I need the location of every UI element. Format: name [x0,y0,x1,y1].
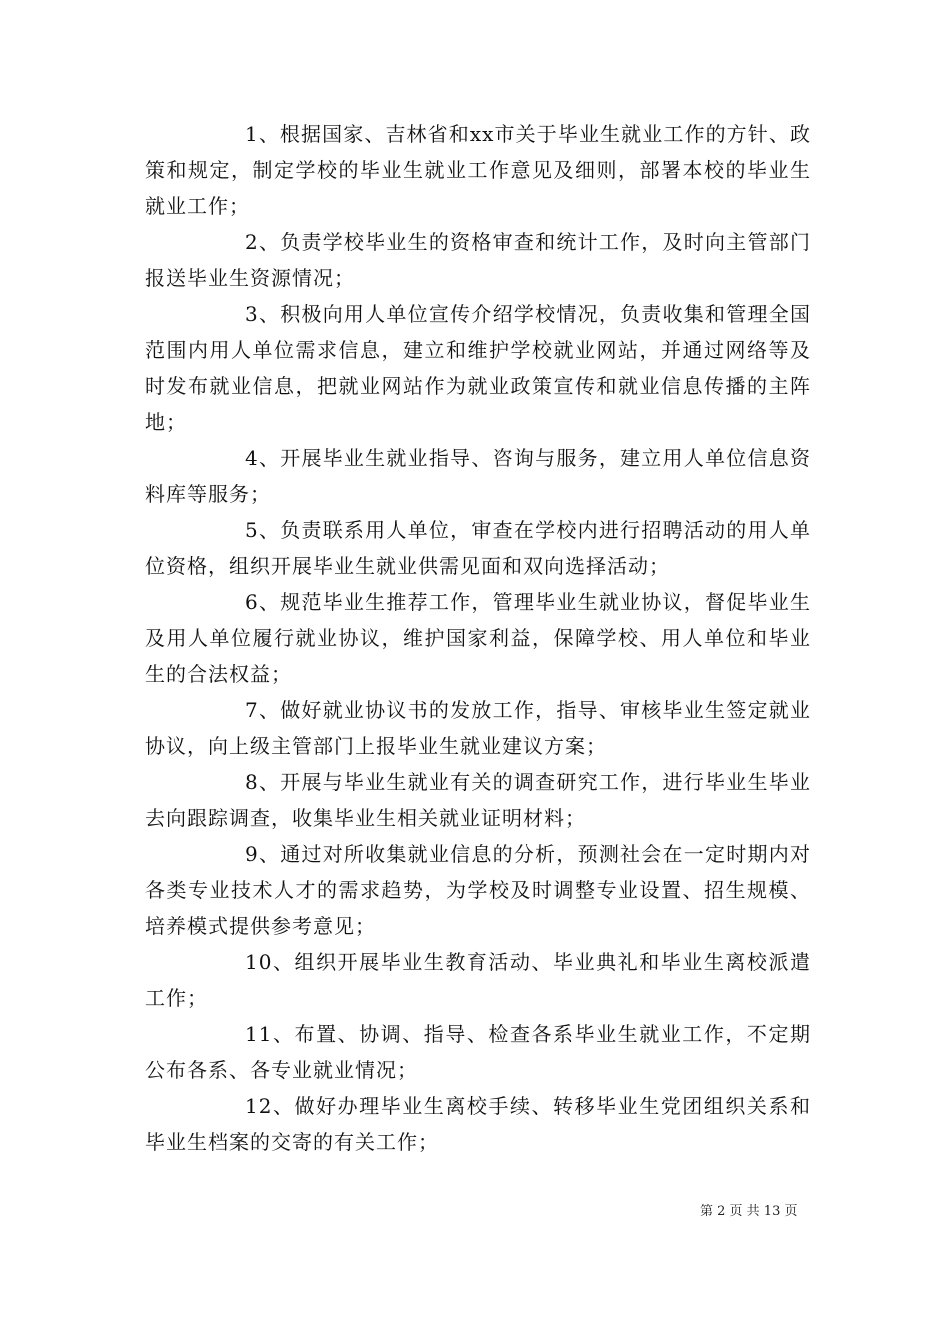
document-body [145,116,811,1160]
paragraph-5: 5、负责联系用人单位，审查在学校内进行招聘活动的用人单位资格，组织开展毕业生就业供需见面和双向选择活动； [145,518,811,578]
paragraph-8: 8、开展与毕业生就业有关的调查研究工作，进行毕业生毕业去向跟踪调查，收集毕业生相关就业证明材料； [145,770,811,830]
paragraph-2: 2、负责学校毕业生的资格审查和统计工作，及时向主管部门报送毕业生资源情况； [145,230,811,290]
paragraph-9: 9、通过对所收集就业信息的分析，预测社会在一定时期内对各类专业技术人才的需求趋势，为学校及时调整专业设置、招生规模、培养模式提供参考意见； [145,842,811,938]
paragraph-12: 12、做好办理毕业生离校手续、转移毕业生党团组织关系和毕业生档案的交寄的有关工作； [145,1094,811,1154]
page-number-footer: 第 2 页 共 13 页 [700,1204,798,1219]
paragraph-3: 3、积极向用人单位宣传介绍学校情况，负责收集和管理全国范围内用人单位需求信息，建立和维护学校就业网站，并通过网络等及时发布就业信息，把就业网站作为就业政策宣传和就业信息传播的主阵地； [145,302,811,434]
paragraph-1: 1、根据国家、吉林省和xx市关于毕业生就业工作的方针、政策和规定，制定学校的毕业生就业工作意见及细则，部署本校的毕业生就业工作； [145,122,811,218]
paragraph-11: 11、布置、协调、指导、检查各系毕业生就业工作，不定期公布各系、各专业就业情况； [145,1022,811,1082]
paragraph-10: 10、组织开展毕业生教育活动、毕业典礼和毕业生离校派遣工作； [145,950,811,1010]
paragraph-6: 6、规范毕业生推荐工作，管理毕业生就业协议，督促毕业生及用人单位履行就业协议，维护国家利益，保障学校、用人单位和毕业生的合法权益； [145,590,811,686]
paragraph-7: 7、做好就业协议书的发放工作，指导、审核毕业生签定就业协议，向上级主管部门上报毕业生就业建议方案； [145,698,811,758]
paragraph-4: 4、开展毕业生就业指导、咨询与服务，建立用人单位信息资料库等服务； [145,446,811,506]
